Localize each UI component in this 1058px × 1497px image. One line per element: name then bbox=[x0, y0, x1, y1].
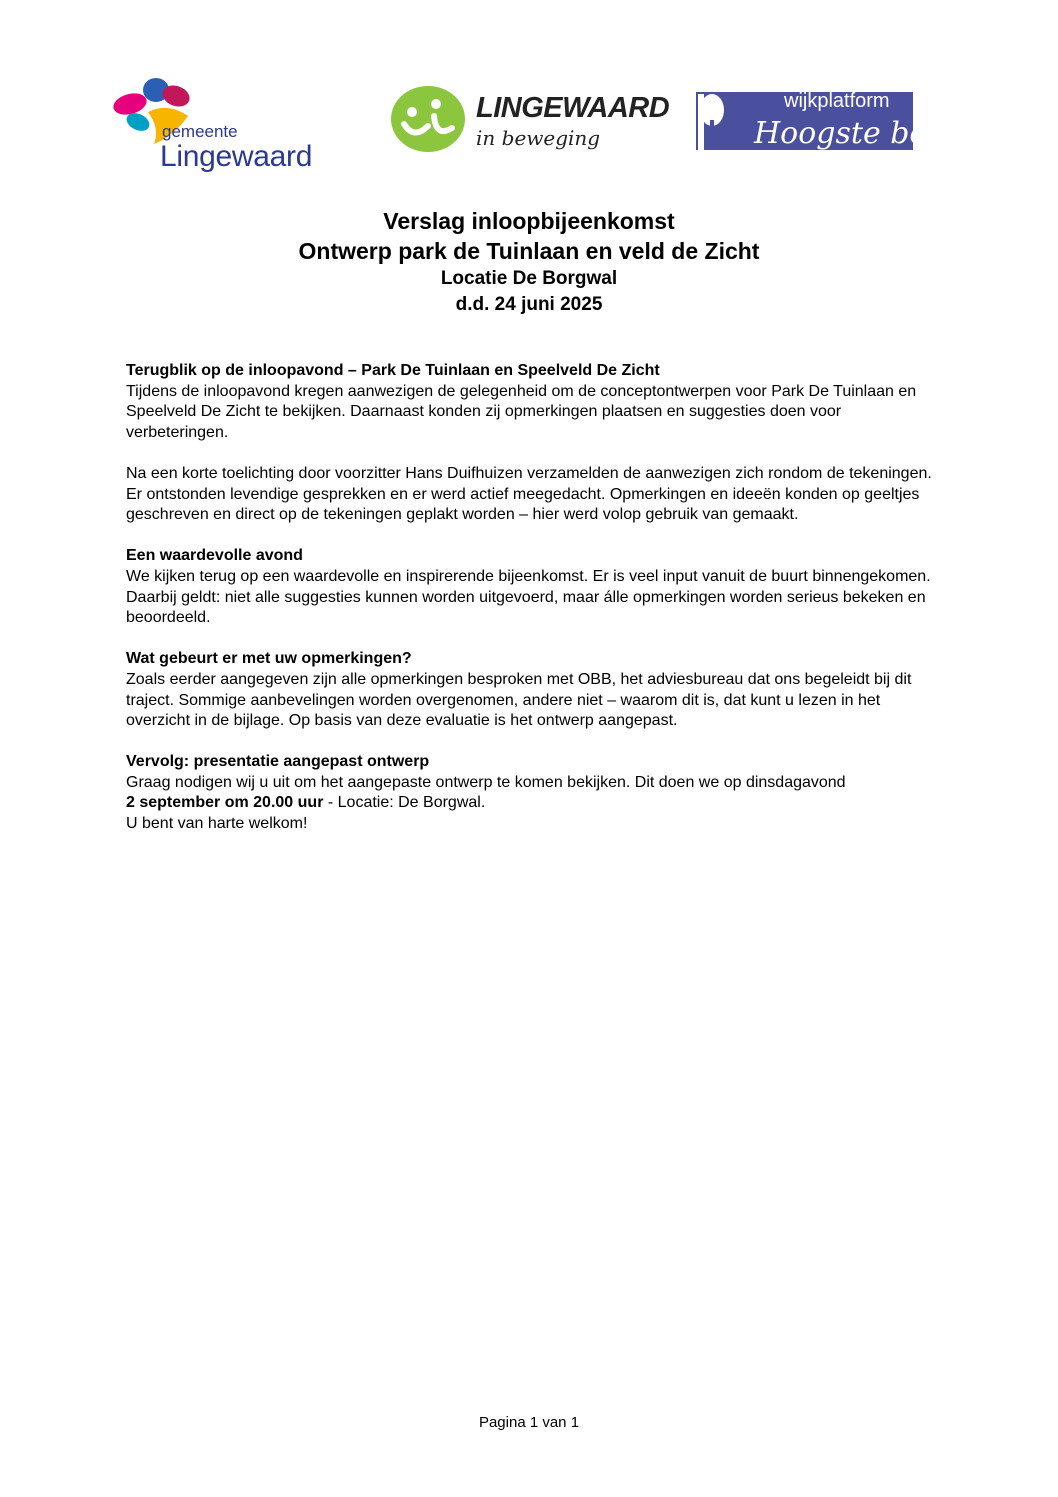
gemeente-label: gemeente bbox=[162, 122, 238, 141]
vervolg-text: Graag nodigen wij u uit om het aangepaste ontwerp te komen bekijken. Dit doen we op dinsdagavond bbox=[126, 773, 846, 791]
section-heading: Terugblik op de inloopavond – Park De Tuinlaan en Speelveld De Zicht bbox=[126, 362, 660, 379]
section-text: Zoals eerder aangegeven zijn alle opmerkingen besproken met OBB, het adviesbureau dat ons begeleidt bij dit traject. Sommige aanbevelingen worden overgenomen, andere niet – waarom dit is, dat kunt u lezen in het overzicht in de bijlage. Op basis van deze evaluatie is het ontwerp aangepast. bbox=[126, 670, 912, 730]
gemeente-lingewaard-logo bbox=[108, 72, 323, 178]
page-number: Pagina 1 van 1 bbox=[478, 1414, 580, 1431]
section-heading: Vervolg: presentatie aangepast ontwerp bbox=[126, 753, 430, 771]
platform-label: platform bbox=[817, 90, 890, 112]
document-body bbox=[126, 361, 946, 855]
section-waardevolle-avond bbox=[126, 546, 946, 628]
section-terugblik bbox=[126, 361, 946, 443]
in-beweging-title: LINGEWAARD bbox=[476, 92, 670, 124]
in-beweging-emblem-icon bbox=[390, 84, 470, 154]
section-text: Tijdens de inloopavond kregen aanwezigen de gelegenheid om de conceptontwerpen voor Park De Tuinlaan en Speelveld De Zicht te bekijken. Daarnaast konden zij opmerkingen plaatsen en suggesties doen voor verbeteringen. bbox=[126, 382, 917, 441]
vervolg-date: 2 september om 20.00 uur bbox=[126, 794, 324, 812]
in-beweging-subtitle: in beweging bbox=[476, 126, 601, 150]
wijkplatform-label bbox=[784, 90, 890, 113]
section-text: Na een korte toelichting door voorzitter Hans Duifhuizen verzamelden de aanwezigen zich rondom de tekeningen. Er ontstonden levendige gesprekken en er werd actief meegedacht. Opmerkingen en ideeën konden op geeltjes geschreven en direct op de tekeningen geplakt worden – hier werd volop gebruik van gemaakt. bbox=[126, 464, 932, 524]
lingewaard-label: Lingewaard bbox=[160, 140, 313, 173]
section-toelichting bbox=[126, 464, 946, 526]
section-heading: Wat gebeurt er met uw opmerkingen? bbox=[126, 650, 412, 668]
section-heading: Een waardevolle avond bbox=[126, 547, 303, 565]
section-opmerkingen bbox=[126, 649, 946, 731]
lingewaard-in-beweging-logo bbox=[390, 84, 670, 154]
document-date: d.d. 24 juni 2025 bbox=[455, 294, 603, 315]
section-vervolg bbox=[126, 752, 946, 834]
logo-bar bbox=[0, 72, 1058, 182]
wijkplatform-logo bbox=[688, 90, 994, 152]
tree-icon bbox=[690, 90, 730, 152]
document-subtitle: Ontwerp park de Tuinlaan en veld de Zicht bbox=[298, 238, 760, 264]
wijk-label: wijk bbox=[784, 90, 818, 112]
section-text: We kijken terug op een waardevolle en inspirerende bijeenkomst. Er is veel input vanuit de buurt binnengekomen. Daarbij geldt: niet alle suggesties kunnen worden uitgevoerd, maar álle opmerkingen worden serieus bekeken en beoordeeld. bbox=[126, 567, 931, 627]
document-header bbox=[0, 206, 1058, 318]
vervolg-location: - Locatie: De Borgwal. bbox=[323, 794, 486, 812]
hoogste-belang-label: Hoogste belang bbox=[754, 116, 994, 151]
document-location: Locatie De Borgwal bbox=[440, 268, 618, 289]
vervolg-welcome: U bent van harte welkom! bbox=[126, 815, 308, 833]
document-title: Verslag inloopbijeenkomst bbox=[383, 208, 675, 234]
